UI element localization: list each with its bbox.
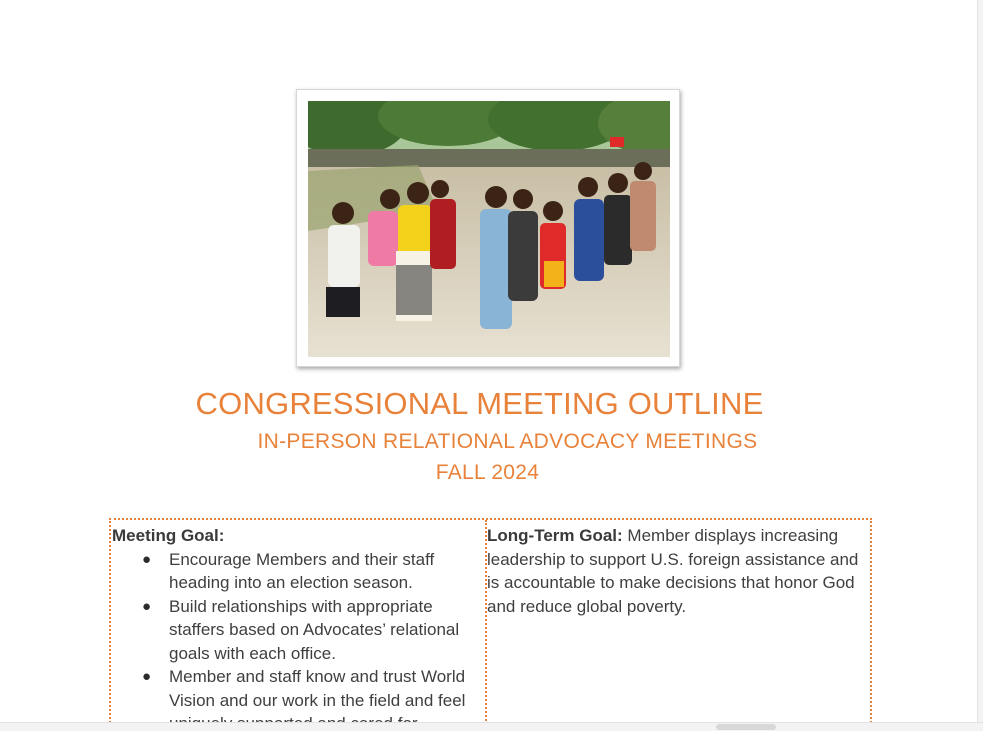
photo-frame — [296, 89, 680, 367]
children-photo — [308, 101, 670, 357]
bullet-icon: ● — [142, 550, 152, 568]
document-title: CONGRESSIONAL MEETING OUTLINE — [195, 386, 764, 421]
long-term-goal-text: Member displays increasing leadership to support U.S. foreign assistance and is accountable to make decisions that honor God and reduce global poverty. — [487, 526, 859, 616]
document-subtitle: IN-PERSON RELATIONAL ADVOCACY MEETINGS — [257, 430, 758, 453]
vertical-scrollbar[interactable] — [977, 0, 983, 731]
scrollbar-thumb[interactable] — [716, 724, 776, 730]
document-season: FALL 2024 — [435, 461, 540, 484]
meeting-goal-list — [112, 548, 482, 731]
goals-table — [109, 518, 872, 731]
list-item-text: Build relationships with appropriate staffers based on Advocates’ relational goals with each office. — [169, 596, 460, 663]
list-item — [142, 595, 482, 666]
list-item-text: Member and staff know and trust World Vision and our work in the field and feel — [169, 667, 466, 710]
horizontal-scrollbar[interactable] — [0, 722, 983, 731]
meeting-goal-heading: Meeting Goal: — [112, 526, 225, 545]
meeting-goal-cell — [112, 524, 482, 731]
bullet-icon: ● — [142, 668, 152, 685]
long-term-goal-cell — [487, 524, 867, 618]
long-term-goal-heading: Long-Term Goal: — [487, 526, 623, 545]
bullet-icon: ● — [142, 597, 152, 615]
list-item-text: Encourage Members and their staff heading into an election season. — [169, 549, 435, 592]
list-item — [142, 548, 482, 595]
